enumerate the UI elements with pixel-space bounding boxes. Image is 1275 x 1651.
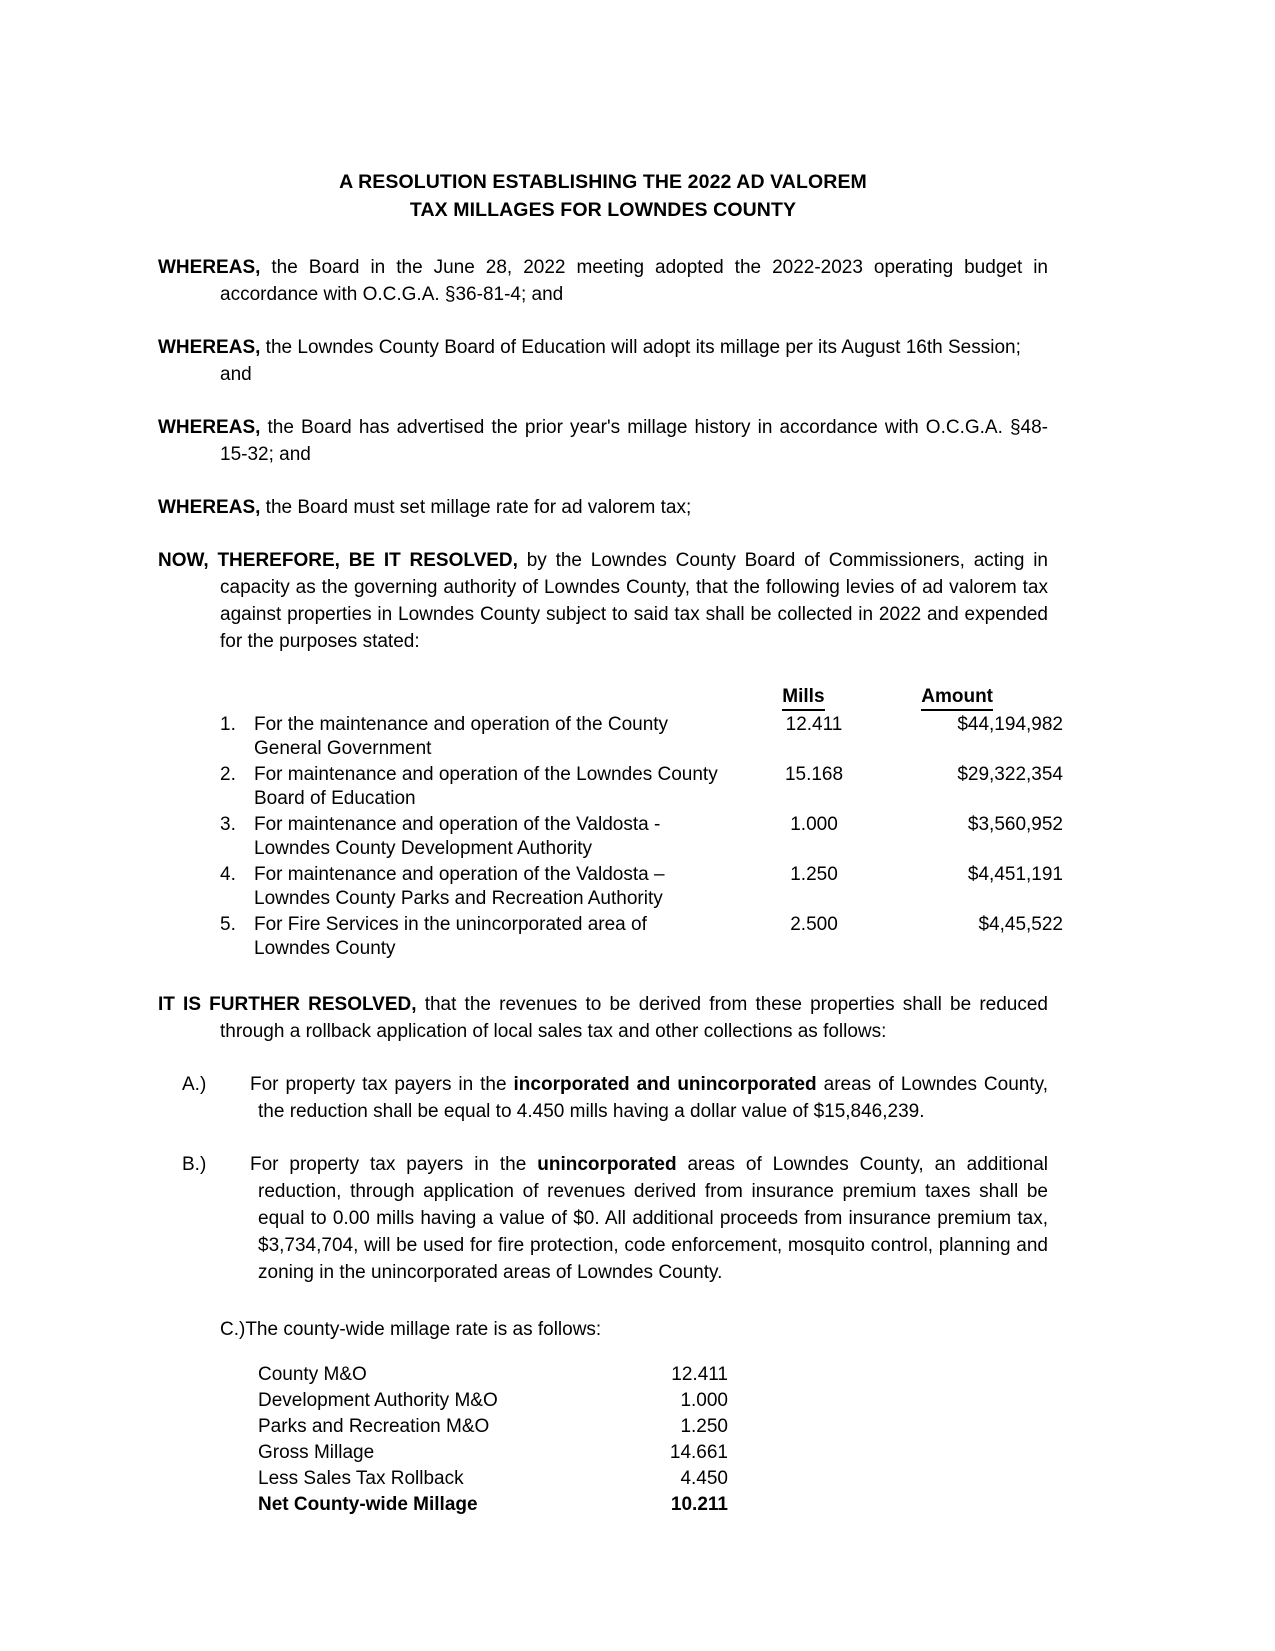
clause-text-3: the Board has advertised the prior year's millage history in accordance with O.C.G.A. §48-15-32; and [220, 417, 1048, 465]
whereas-clause-2 [158, 334, 1048, 388]
levy-mills: 1.000 [790, 814, 838, 835]
millage-value-net: 10.211 [670, 1494, 728, 1515]
millage-value: 1.250 [680, 1416, 728, 1437]
levy-amount: $3,560,952 [967, 814, 1063, 835]
millage-label: Gross Millage [258, 1442, 375, 1463]
levy-description-line1: For maintenance and operation of the Lowndes County [254, 764, 718, 785]
clause-lead-5: NOW, THEREFORE, BE IT RESOLVED, [158, 550, 518, 571]
clause-text-2: the Lowndes County Board of Education will adopt its millage per its August 16th Session; and [220, 337, 1021, 385]
clause-lead-1: WHEREAS, [158, 257, 261, 278]
sub-paragraph-b-emphasis: unincorporated [537, 1154, 677, 1175]
millage-label: Less Sales Tax Rollback [258, 1468, 464, 1489]
document-body [158, 168, 1063, 1518]
levy-description-line1: For Fire Services in the unincorporated area of [254, 914, 647, 935]
levy-description [254, 863, 750, 911]
sub-paragraph-a-marker: A.) [182, 1074, 207, 1095]
levy-description-line2: Lowndes County Development Authority [254, 838, 592, 859]
table-row [258, 1388, 728, 1414]
levy-amount: $4,451,191 [967, 864, 1063, 885]
further-resolved-clause [158, 991, 1048, 1045]
levies-header-mills: Mills [741, 685, 867, 711]
levy-mills: 2.500 [790, 914, 838, 935]
levy-description-line2: General Government [254, 738, 432, 759]
sub-paragraph-b [158, 1151, 1048, 1286]
millage-summary-table [258, 1362, 728, 1518]
levy-mills: 12.411 [785, 714, 843, 735]
clause-lead-3: WHEREAS, [158, 417, 261, 438]
levy-mills: 1.250 [790, 864, 838, 885]
levy-number: 4. [220, 864, 236, 885]
levy-description [254, 813, 750, 861]
clause-text-1: the Board in the June 28, 2022 meeting adopted the 2022-2023 operating budget in accordance with O.C.G.A. §36-81-4; and [220, 257, 1048, 305]
levy-description [254, 913, 750, 961]
levy-description-line1: For maintenance and operation of the Valdosta – [254, 864, 665, 885]
levy-amount: $44,194,982 [957, 714, 1063, 735]
clause-text-5: by the Lowndes County Board of Commissioners, acting in capacity as the governing authority of Lowndes County, that the following levies of ad valorem tax against properties in Lowndes County subject to said tax shall be collected in 2022 and expended for the purposes stated: [220, 550, 1048, 652]
levies-list [158, 685, 1063, 961]
whereas-clause-3 [158, 414, 1048, 468]
levy-description [254, 763, 750, 811]
sub-paragraph-b-marker: B.) [182, 1154, 207, 1175]
sub-paragraph-a-part2: areas of Lowndes County, the reduction shall be equal to 4.450 mills having a dollar value of $15,846,239. [258, 1074, 1048, 1122]
levy-description-line1: For maintenance and operation of the Valdosta - [254, 814, 661, 835]
levy-row [220, 813, 1063, 861]
millage-value: 12.411 [671, 1364, 728, 1385]
clause-lead-2: WHEREAS, [158, 337, 261, 358]
levy-number: 1. [220, 714, 236, 735]
levy-amount: $29,322,354 [957, 764, 1063, 785]
whereas-clause-4 [158, 494, 1048, 521]
table-row [258, 1362, 728, 1388]
levy-description-line2: Board of Education [254, 788, 416, 809]
levies-header-spacer [220, 685, 741, 711]
levy-description [254, 713, 750, 761]
table-row-total [258, 1492, 728, 1518]
millage-label: Parks and Recreation M&O [258, 1416, 490, 1437]
page-title [158, 168, 1048, 224]
sub-paragraph-b-part2: areas of Lowndes County, an additional reduction, through application of revenues derived from insurance premium taxes shall be equal to 0.00 mills having a value of $0. All additional proceeds from insurance premium tax, $3,734,704, will be used for fire protection, code enforcement, mosquito control, planning and zoning in the unincorporated areas of Lowndes County. [258, 1154, 1049, 1283]
sub-paragraph-c-intro: The county-wide millage rate is as follows: [245, 1319, 602, 1340]
now-therefore-clause [158, 547, 1048, 655]
title-line-1: A RESOLUTION ESTABLISHING THE 2022 AD VALOREM [339, 171, 867, 193]
levy-number: 5. [220, 914, 236, 935]
further-resolved-text: that the revenues to be derived from these properties shall be reduced through a rollback application of local sales tax and other collections as follows: [220, 994, 1048, 1042]
levy-number: 2. [220, 764, 236, 785]
levy-mills: 15.168 [784, 764, 844, 785]
levy-description-line1: For the maintenance and operation of the County [254, 714, 669, 735]
table-row [258, 1414, 728, 1440]
millage-label: Development Authority M&O [258, 1390, 498, 1411]
table-row [258, 1440, 728, 1466]
millage-label-net: Net County-wide Millage [258, 1494, 478, 1515]
table-row [258, 1466, 728, 1492]
millage-value: 4.450 [680, 1468, 728, 1489]
levy-row [220, 863, 1063, 911]
millage-value: 1.000 [680, 1390, 728, 1411]
sub-paragraph-a-emphasis: incorporated and unincorporated [513, 1074, 817, 1095]
levies-header-row [220, 685, 1048, 711]
levy-amount: $4,45,522 [978, 914, 1063, 935]
further-resolved-lead: IT IS FURTHER RESOLVED, [158, 994, 417, 1015]
sub-paragraph-c-marker: C.) [220, 1319, 246, 1340]
sub-paragraph-a-part1: For property tax payers in the [250, 1074, 514, 1095]
clause-lead-4: WHEREAS, [158, 497, 261, 518]
clause-text-4: the Board must set millage rate for ad valorem tax; [260, 497, 692, 518]
levies-header-amount: Amount [866, 685, 1048, 711]
levy-row [220, 763, 1063, 811]
sub-paragraph-c [158, 1316, 1048, 1343]
whereas-clause-1 [158, 254, 1048, 308]
levy-number: 3. [220, 814, 236, 835]
levy-description-line2: Lowndes County [254, 938, 396, 959]
title-line-2: TAX MILLAGES FOR LOWNDES COUNTY [409, 199, 797, 221]
millage-label: County M&O [258, 1364, 367, 1385]
levy-description-line2: Lowndes County Parks and Recreation Authority [254, 888, 663, 909]
levy-row [220, 913, 1063, 961]
sub-paragraph-a [158, 1071, 1048, 1125]
millage-value: 14.661 [669, 1442, 728, 1463]
sub-paragraph-b-part1: For property tax payers in the [250, 1154, 538, 1175]
levy-row [220, 713, 1063, 761]
